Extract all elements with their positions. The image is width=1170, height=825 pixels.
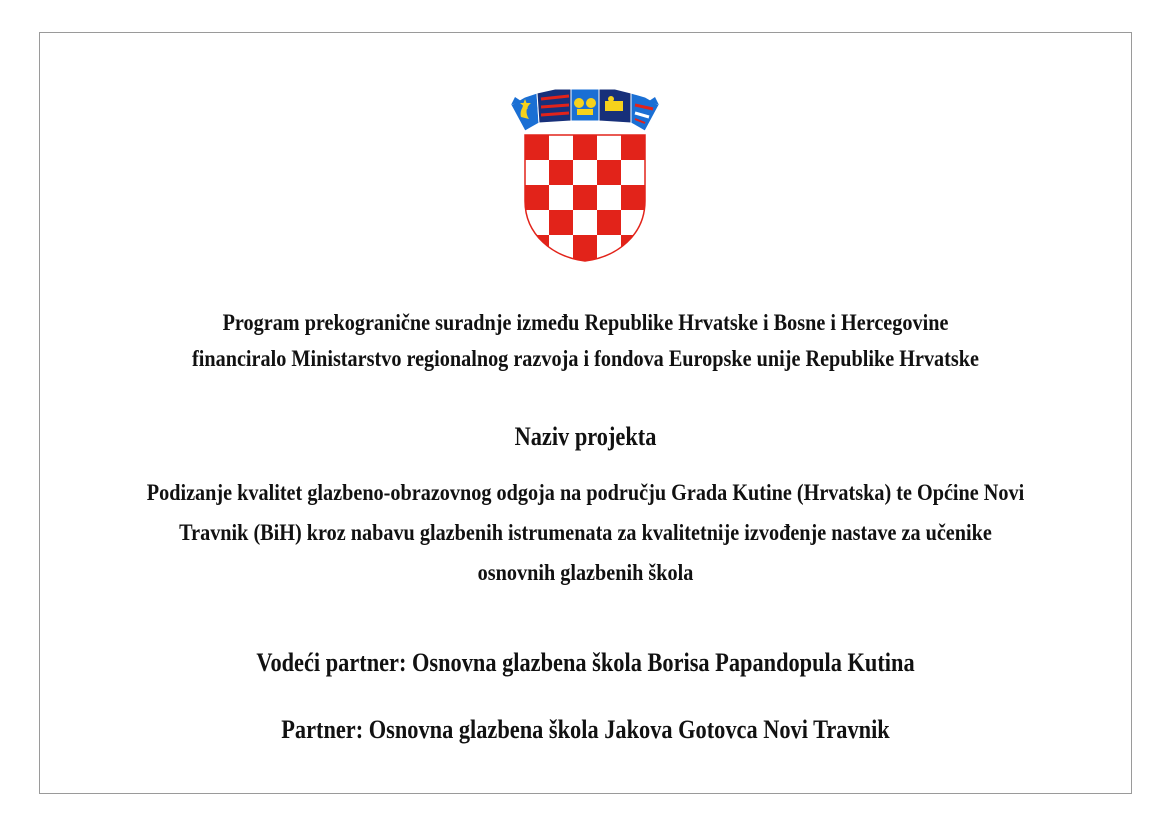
project-heading-text: Naziv projekta [514,422,657,451]
partner [116,710,1056,750]
croatian-coat-of-arms-icon [507,83,663,265]
intro-line-1: Program prekogranične suradnje između Republike Hrvatske i Bosne i Hercegovine [222,310,949,336]
intro-text [116,305,1056,377]
project-title [116,473,1056,593]
partner-text: Partner: Osnovna glazbena škola Jakova Gotovca Novi Travnik [281,715,890,744]
project-title-line-2: Travnik (BiH) kroz nabavu glazbenih istrumenata za kvalitetnije izvođenje nastave za učenike [179,520,992,546]
project-heading [116,419,1056,455]
lead-partner [116,643,1056,683]
project-title-line-1: Podizanje kvalitet glazbeno-obrazovnog odgoja na području Grada Kutine (Hrvatska) te Općine Novi [146,480,1025,506]
project-title-line-3: osnovnih glazbenih škola [477,560,694,586]
intro-line-2: financiralo Ministarstvo regionalnog razvoja i fondova Europske unije Republike Hrvatske [192,346,979,372]
checkerboard [525,135,645,265]
crown [511,89,659,131]
lead-partner-text: Vodeći partner: Osnovna glazbena škola Borisa Papandopula Kutina [256,648,915,677]
